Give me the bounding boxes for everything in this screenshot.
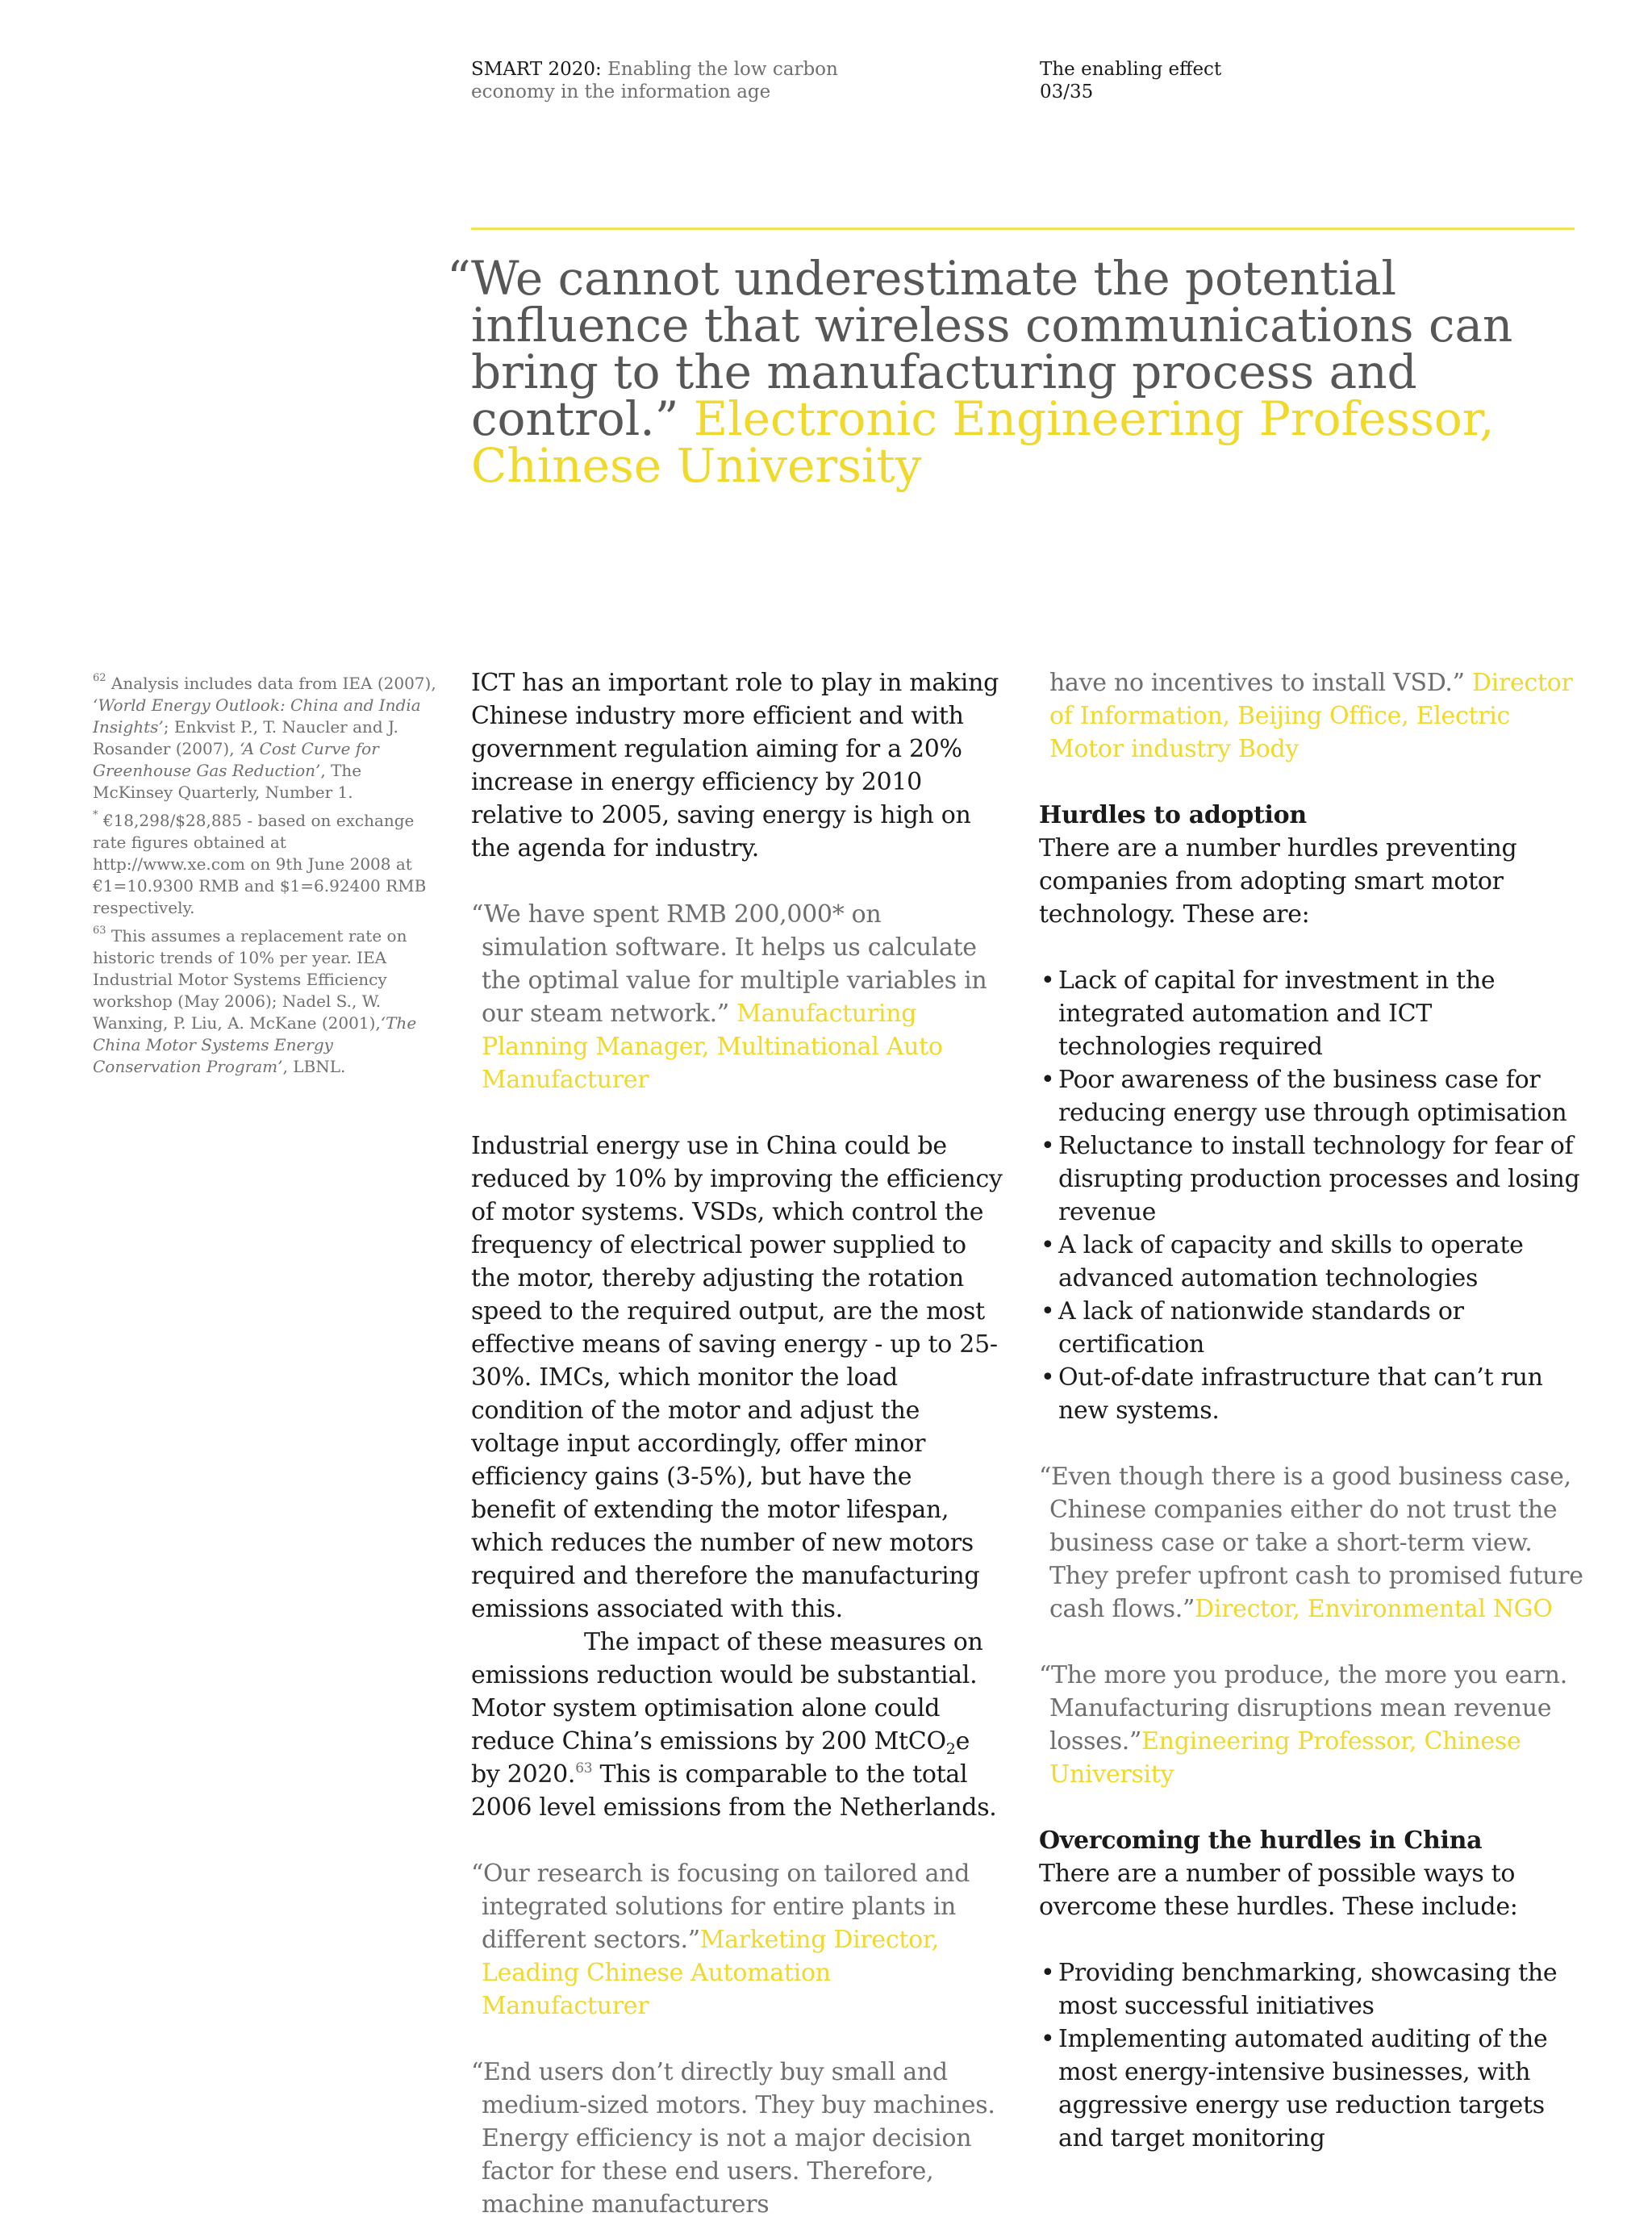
list-item: • Implementing automated auditing of the most energy-intensive businesses, with aggressive energy use reduction targets and target monitoring [1039, 2023, 1587, 2155]
body-column-1 [471, 666, 1003, 2221]
publication-subtitle: Enabling the low carbon [601, 59, 838, 80]
pull-quote-source: Electronic Engineering Professor, Chinese University [471, 391, 1495, 493]
list-item: • Out-of-date infrastructure that can’t run new systems. [1039, 1361, 1587, 1427]
pull-quote-text: We cannot underestimate the potential influence that wireless communications can bring to the manufacturing process and control.” [471, 251, 1513, 446]
heading-overcoming: Overcoming the hurdles in China [1039, 1826, 1483, 1855]
quote-marketing-director: “Our research is focusing on tailored and integrated solutions for entire plants in different sectors.”Marketing Director, Leading Chinese Automation Manufacturer [471, 1860, 970, 2020]
quote-end-users-continued: have no incentives to install VSD.” Director of Information, Beijing Office, Electric Motor industry Body [1049, 669, 1573, 763]
body-column-2 [1039, 666, 1587, 2155]
list-item: • A lack of capacity and skills to operate advanced automation technologies [1039, 1229, 1587, 1295]
publication-subtitle-line2: economy in the information age [471, 81, 771, 102]
quote-planning-manager: “We have spent RMB 200,000* on simulation software. It helps us calculate the optimal value for multiple variables in our steam network.” Manufacturing Planning Manager, Multinational Auto Manufacturer [471, 900, 987, 1094]
solutions-list [1039, 1956, 1587, 2155]
overcoming-intro: There are a number of possible ways to overcome these hurdles. These include: [1039, 1860, 1518, 1921]
page-number: 03/35 [1040, 81, 1094, 102]
quote-environmental-ngo: “Even though there is a good business case, Chinese companies either do not trust the business case or take a short-term view. They prefer upfront cash to promised future cash flows.”Director, Environmental NGO [1039, 1463, 1583, 1623]
header-publication [471, 58, 891, 103]
emissions-impact-paragraph: The impact of these measures on emissions reduction would be substantial. Motor system optimisation alone could reduce China’s emissions by 200 MtCO$_2$e by 2020.63 This is comparable to the total 2006 level emissions from the Netherlands. [471, 1628, 997, 1822]
motor-efficiency-paragraph: Industrial energy use in China could be reduced by 10% by improving the efficiency of motor systems. VSDs, which control the frequency of electrical power supplied to the motor, thereby adjusting the rotation speed to the required output, are the most effective means of saving energy - up to 25-30%. IMCs, which monitor the load condition of the motor and adjust the voltage input accordingly, offer minor efficiency gains (3-5%), but have the benefit of extending the motor lifespan, which reduces the number of new motors required and therefore the manufacturing emissions associated with this. [471, 1132, 1003, 1623]
header-section [1040, 58, 1362, 103]
hurdles-intro: There are a number hurdles preventing companies from adopting smart motor technology. These are: [1039, 834, 1517, 929]
quote-end-users: “End users don’t directly buy small and medium-sized motors. They buy machines. Energy efficiency is not a major decision factor for these end users. Therefore, machine manufacturers [471, 2058, 995, 2219]
footnote-asterisk: * €18,298/$28,885 - based on exchange rate figures obtained at http://www.xe.com on 9th June 2008 at €1=10.9300 RMB and $1=6.92400 RMB respectively. [93, 809, 427, 917]
list-item: • Lack of capital for investment in the integrated automation and ICT technologies required [1039, 964, 1587, 1063]
list-item: • Reluctance to install technology for fear of disrupting production processes and losing revenue [1039, 1129, 1587, 1229]
list-item: • Poor awareness of the business case for reducing energy use through optimisation [1039, 1063, 1587, 1129]
hurdles-list [1039, 964, 1587, 1427]
pull-quote [447, 251, 1520, 493]
quote-engineering-professor: “The more you produce, the more you earn. Manufacturing disruptions mean revenue losses.”Engineering Professor, Chinese University [1039, 1661, 1567, 1789]
footnotes [93, 673, 440, 1084]
list-item: • Providing benchmarking, showcasing the most successful initiatives [1039, 1956, 1587, 2023]
publication-name: SMART 2020: [471, 59, 602, 80]
footnote-62: $^{62}$ Analysis includes data from IEA (2007), ‘World Energy Outlook: China and India Insights’; Enkvist P., T. Naucler and J. Rosander (2007), ‘A Cost Curve for Greenhouse Gas Reduction’, The McKinsey Quarterly, Number 1. [93, 672, 436, 802]
footnote-63: $^{63}$ This assumes a replacement rate on historic trends of 10% per year. IEA Industrial Motor Systems Efficiency workshop (May 2006); Nadel S., W. Wanxing, P. Liu, A. McKane (2001),‘The China Motor Systems Energy Conservation Program’, LBNL. [93, 925, 417, 1076]
list-item: • A lack of nationwide standards or certification [1039, 1295, 1587, 1361]
heading-hurdles: Hurdles to adoption [1039, 801, 1307, 829]
intro-paragraph: ICT has an important role to play in making Chinese industry more efficient and with government regulation aiming for a 20% increase in energy efficiency by 2010 relative to 2005, saving energy is high on the agenda for industry. [471, 669, 999, 862]
pull-quote-open-mark: “ [447, 251, 471, 306]
divider-rule [471, 228, 1575, 230]
section-title: The enabling effect [1040, 59, 1222, 80]
